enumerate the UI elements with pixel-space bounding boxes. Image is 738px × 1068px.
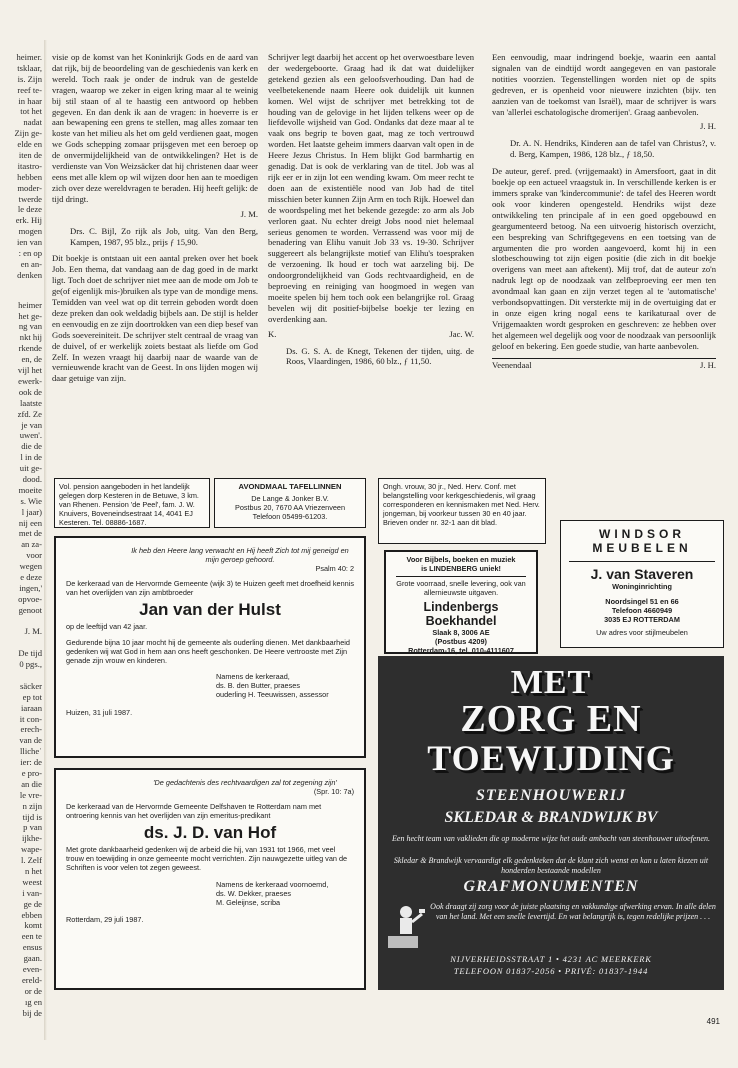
sliver-a-line: reef te- — [17, 84, 42, 95]
left-page-sliver — [0, 52, 42, 1018]
sliver-b-line — [0, 637, 42, 648]
sliver-b-line: je van — [21, 419, 42, 430]
obit2-name: ds. J. D. van Hof — [143, 823, 277, 842]
ad-windsor-meubelen — [560, 520, 724, 648]
sliver-b-line: een te — [21, 931, 42, 942]
col2-paragraph-1: Schrijver legt daarbij het accent op het overwoestbare leven der wedergeboorte. Graag had ik dat wat duidelijker getekend gezien als een geloofsverhouding. Dan had de veelbetekenende naam Heere ook duidelijk uit kunnen komen. Wel wijst de schrijver met betrekking tot de houding van de gelovige in het lijden telkens weer op de liefdevolle wijsheid van God. Ondanks dat deze maar al te vaak ons begrip te boven gaat, mag ze toch vertrouwd worden. Het laatste geheim immers daarvan valt open in de Heere Jezus Christus. In Hem blijkt God barmhartig en genadig. Dat is ook de verklaring van de titel. Job was al rijk eer er in zijn lot een wending kwam. Om meer recht te doen aan de existentiële nood van Job had de titel misschien beter kunnen Zijn Arm en toch Rijk. Hoewel dan de woordspeling met het bekende gezegde: zo arm als Job verloren gaat. Nu echter dreigt Jobs nood niet helemaal serieus genomen te worden. Verrassend was voor mij de benadering van Elihu vanuit Job 33 vs. 19-30. Schrijver suggereert als belangrijkste motief van Elihu's toespraken de verzoening. Ik houd er toch wat aarzeling bij. De ondoorgrondelijkheid van Gods rechtvaardigheid, en de beproeving en reiniging van hoogmoed in wegen van moeite spelen bij hem toch ook een belangrijke rol. Graag bevelen wij dit positief-bijbelse boekje ter lezing en overdenking aan. — [268, 52, 474, 324]
sliver-b-line: it con- — [19, 713, 42, 724]
column-3 — [492, 52, 716, 376]
ad-correspondence-text: Ongh. vrouw, 30 jr., Ned. Herv. Conf. met belangstelling voor kerkgeschiedenis, wil graag corresponderen en kennismaken met Ned. Herv. jongeman, bij voorkeur tussen 30 en 40 jaar. Brieven onder nr. 32-1 aan dit blad. — [383, 482, 540, 527]
sliver-a-line: itastro- — [17, 160, 42, 171]
sliver-b-line: ereld- — [21, 974, 42, 985]
steen-wordmark-3: TOEWIJDING — [427, 738, 675, 778]
windsor-address-3: 3035 EJ ROTTERDAM — [604, 615, 680, 624]
sliver-a-line: elde en — [17, 139, 42, 150]
sliver-b-line: komt — [24, 920, 42, 931]
steen-text-1: Een hecht team van vaklieden die op moderne wijze het oude ambacht van steenhouwer uitoefenen. — [392, 834, 710, 843]
obit1-name: Jan van der Hulst — [139, 600, 281, 619]
obit1-verse-reference: Psalm 40: 2 — [315, 564, 354, 573]
col2-book-review-heading: Ds. G. S. A. de Knegt, Tekenen der tijden, uitg. de Roos, Vlaardingen, 1986, 60 blz., ƒ 11,50. — [286, 345, 474, 367]
sliver-b-line: ijkhe- — [21, 833, 42, 844]
sliver-b-line: l. Zelf — [21, 855, 42, 866]
ad-lindenberg-address-3: Rotterdam-16, tel. 010-4111607 — [408, 646, 514, 655]
sliver-b-line: ensus — [22, 942, 42, 953]
obit2-signature-line-3: M. Geleijnse, scriba — [216, 898, 281, 907]
sliver-b-line: or de — [24, 985, 42, 996]
sliver-b-line: nij een — [18, 517, 42, 528]
sliver-b-line: erech- — [20, 724, 42, 735]
col1-signature-1: J. M. — [240, 208, 258, 219]
sliver-b-line: dood. — [22, 473, 42, 484]
steen-wordmark-1: MET — [510, 664, 592, 701]
ad-tafellinnen — [214, 478, 366, 528]
sliver-b-line: ook de — [18, 386, 42, 397]
ad-lindenberg — [384, 550, 538, 654]
col3-paragraph-1: Een eenvoudig, maar indringend boekje, waarin een aantal signalen van de eindtijd wordt aangegeven en van pastorale notities voorzien. Tegenstellingen worden niet op de spits gedreven, er is openheid voor nieuwere inzichten (bijv. ten aanzien van de toekomst van Israël), maar de schrijver is wars van 'allerlei eschatologische dromerijen'. Graag aanbevolen. — [492, 52, 716, 117]
col3-signature-1: J. H. — [700, 121, 716, 132]
col2-signatures — [268, 329, 474, 340]
sliver-b-line: an die — [21, 778, 42, 789]
sliver-b-line: iaraan — [21, 702, 42, 713]
sliver-a-line: Zijn ge- — [14, 128, 42, 139]
steen-wordmark-2: ZORG EN — [460, 698, 642, 740]
sliver-b-line: ier: de — [20, 757, 42, 768]
sliver-b-line: e deze — [20, 571, 42, 582]
sliver-b-line: bij de — [22, 1007, 42, 1018]
sliver-a-line: iten de — [18, 150, 42, 161]
obit2-verse: 'De gedachtenis des rechtvaardigen zal tot zegening zijn' — [153, 778, 337, 787]
sliver-b-line: De tijd — [18, 648, 42, 659]
steen-heading-2: SKLEDAR & BRANDWIJK BV — [444, 809, 658, 826]
sliver-b-line: tijd is — [22, 811, 42, 822]
sliver-b-line: uit ge- — [19, 463, 42, 474]
obit2-body: Met grote dankbaarheid gedenken wij de arbeid die hij, van 1931 tot 1966, met veel trouw en toewijding in onze gemeente mocht verrichten. Zijn nauwgezette uitleg van de Schriften is voor velen tot zegen geweest. — [66, 845, 348, 872]
obit1-body: Gedurende bijna 10 jaar mocht hij de gemeente als ouderling dienen. Met dankbaarheid gedenken wij wat God in hem aan ons heeft geschonken. De Heere vertrooste met Zijn genade zijn vrouw en kinderen. — [66, 638, 350, 665]
sliver-b-line: uwen'. — [19, 430, 42, 441]
ad-lindenberg-line-3: Grote voorraad, snelle levering, ook van allernieuwste uitgaven. — [396, 576, 526, 597]
sliver-b-line: säcker — [20, 680, 42, 691]
obituary-van-der-hulst — [54, 536, 366, 758]
ad-tafellinnen-title: AVONDMAAL TAFELLINNEN — [238, 482, 342, 491]
sliver-b-line: ng van — [18, 321, 42, 332]
ad-tafellinnen-line-3: Telefoon 05499-61203. — [252, 512, 328, 521]
stonemason-figure-icon — [386, 904, 426, 950]
sliver-b-line: voor — [26, 550, 42, 561]
sliver-a-line: in haar — [18, 95, 42, 106]
sliver-b-line: n zijn — [22, 800, 42, 811]
col3-book-review-heading: Dr. A. N. Hendriks, Kinderen aan de tafel van Christus?, v. d. Berg, Kampen, 1986, 128 blz., ƒ 18,50. — [510, 138, 716, 160]
obit1-verse: Ik heb den Heere lang verwacht en Hij heeft Zich tot mij geneigd en mijn geroep gehoord. — [131, 546, 349, 564]
windsor-name: J. van Staveren — [590, 566, 694, 582]
obit2-signature-line-2: ds. W. Dekker, praeses — [216, 889, 292, 898]
sliver-b-line: an za- — [21, 539, 42, 550]
sliver-a-line: erk. Hij — [15, 215, 42, 226]
col3-signature-initials: J. H. — [700, 359, 716, 370]
sliver-b-line: le vre- — [19, 789, 42, 800]
col1-book-review-heading: Drs. C. Bijl, Zo rijk als Job, uitg. Van den Berg, Kampen, 1987, 95 blz., prijs ƒ 15,90. — [70, 225, 258, 247]
obit1-intro: De kerkeraad van de Hervormde Gemeente (wijk 3) te Huizen geeft met droefheid kennis van het overlijden van zijn ambtbroeder — [66, 579, 354, 597]
sliver-b-line: weest — [22, 876, 42, 887]
ad-pension — [54, 478, 210, 528]
windsor-title-1: WINDSOR — [599, 527, 685, 541]
col2-signature-right: Jac. W. — [449, 328, 474, 339]
steen-heading-1: STEENHOUWERIJ — [476, 787, 626, 804]
sliver-a-line: hebben — [17, 171, 42, 182]
obit2-date: Rotterdam, 29 juli 1987. — [66, 915, 144, 924]
sliver-b-line: ep tot — [22, 691, 42, 702]
ad-tafellinnen-line-2: Postbus 20, 7670 AA Vriezenveen — [234, 503, 346, 512]
ad-lindenberg-line-1: Voor Bijbels, boeken en muziek — [406, 555, 516, 564]
sliver-a-line: mogen — [18, 226, 42, 237]
sliver-b-line: s. Wie — [20, 495, 42, 506]
sliver-a-line: is. Zijn — [17, 73, 42, 84]
obit1-signature-line-3: ouderling H. Teeuwissen, assessor — [216, 690, 329, 699]
sliver-a-line: : en op — [18, 248, 42, 259]
obit1-signature-line-2: ds. B. den Butter, praeses — [216, 681, 300, 690]
column-2 — [268, 52, 474, 373]
ad-correspondence — [378, 478, 546, 544]
sliver-b-line: ingen,' — [19, 582, 42, 593]
sliver-a-line: heimer. — [16, 52, 42, 62]
sliver-b-line: met de — [18, 528, 42, 539]
column-1 — [52, 52, 258, 390]
obit2-verse-reference: (Spr. 10: 7a) — [313, 787, 354, 796]
ad-lindenberg-name-2: Boekhandel — [425, 614, 497, 628]
windsor-title-2: MEUBELEN — [592, 541, 692, 555]
sliver-b-line — [0, 616, 42, 627]
ad-lindenberg-name-1: Lindenbergs — [423, 600, 499, 614]
sliver-a-line: denken — [17, 269, 42, 280]
sliver-a-line: nadat — [23, 117, 42, 128]
sliver-b-line: l jaar) — [21, 506, 42, 517]
col3-paragraph-2: De auteur, geref. pred. (vrijgemaakt) in Amersfoort, gaat in dit boekje op een actueel vraagstuk in. In verschillende kerken is er immers sprake van 'kindercommunie': de tafel des Heeren wordt ook voor kinderen opengesteld. Hendriks wijst deze ontwikkeling ten principale af in een goed opgebouwd en geargumenteerd betoog. Na een uitvoerig historisch overzicht, een bespreking van Schriftgegevens en een toetsing van de argumenten die pro worden aangevoerd, komt hij in een slotbeschouwing tot zijn eigen positie (die zich in dit boekje overigens van meet aan aftekent). Mij trof, dat de auteur zo'n nadruk legt op de noodzaak van zelfbeproeving eer men ten avondmaal kan gaan en zijn verzet tegen al te 'automatische' verbondsopvattingen. Dit versterkte mij in de overtuiging dat er in onze eigen kring nogal eens te karikaturaal over de Vrijgemaakten wordt gesproken en geschreven: ze hebben over het algemeen wel degelijk oog voor de noodzaak van persoonlijk geloof en bekering. Een goede studie, van harte aanbevolen. — [492, 166, 716, 351]
windsor-divider — [569, 561, 715, 562]
sliver-b-line: wegen — [19, 561, 42, 572]
col1-paragraph-2: Dit boekje is ontstaan uit een aantal preken over het boek Job. Een thema, dat vandaag aan de dag goed in de markt ligt. Toch doet de schrijver niet mee aan de mode om Job te ge(of eigenlijk mis-)bruiken als type van de mondige mens. Temidden van veel wat op dit terrein geboden wordt doen deze preken dan ook weldadig bijbels aan. De stijl is helder en eenvoudig en ze zijn doortrokken van een diep besef van Gods soevereiniteit. De schrijver stelt centraal de vraag van de duivel, of er werkelijk zoiets bestaat als liefde om God Zelf. In wezen vraagt hij daarbij naar de waarde van de vernieuwende kracht van de Geest. In ons lijden mogen wij daar getuige van zijn. — [52, 253, 258, 384]
obit1-date: Huizen, 31 juli 1987. — [66, 708, 133, 717]
sliver-b-line: nkt hij — [19, 332, 42, 343]
sliver-a-line: moder- — [17, 182, 42, 193]
sliver-b-line: vijl het — [17, 365, 42, 376]
windsor-address-1: Noordsingel 51 en 66 — [605, 597, 679, 606]
sliver-b-line: opvoe- — [18, 593, 42, 604]
sliver-b-line: ge de — [23, 898, 42, 909]
steen-address-2: TELEFOON 01837-2056 • PRIVÉ: 01837-1944 — [453, 966, 649, 976]
sliver-b-line: ıg en — [25, 996, 42, 1007]
steen-heading-3: GRAFMONUMENTEN — [463, 878, 639, 895]
sliver-b-line — [0, 670, 42, 681]
sliver-a-line: tsklaar, — [17, 62, 42, 73]
sliver-b-line: moeite — [18, 484, 42, 495]
windsor-address-2: Telefoon 4660949 — [611, 606, 673, 615]
sliver-b-line: het ge- — [18, 310, 42, 321]
obit1-signature-line-1: Namens de kerkeraad, — [216, 672, 290, 681]
page-spine — [44, 40, 47, 1040]
col2-signature-left: K. — [268, 328, 277, 339]
sliver-b-line: wape- — [21, 844, 42, 855]
sliver-b-line: laatste — [20, 397, 42, 408]
sliver-b-line: genoot — [18, 604, 42, 615]
windsor-subtitle: Woninginrichting — [612, 582, 672, 591]
obit2-signature — [66, 880, 354, 907]
ad-steenhouwerij — [378, 656, 724, 990]
col1-paragraph-1: visie op de komst van het Koninkrijk Gods en de aard van dat rijk, bij de beoordeling van de geschiedenis van kerk en wereld. Toch raak je onder de indruk van de gestelde vragen, waarop we zeker in eigen kring maar al te weinig bij stil staan of al te haastig een antwoord op hebben gegeven. En dan denk ik aan de vragen: in hoeverre is er aan bewapening een grens te stellen, mag alles zomaar ten koste van het milieu als het om geld verdienen gaat, mogen we Gods schepping zomaar prijsgeven met een beroep op de onvermijdelijkheid van de ontwikkelingen? Het is de verdienste van Von Weizsäcker dat hij christenen daar weer eens met alle klem op wil wijzen door hen aan te moedigen zich over deze wereldvragen te beraden. Hij heeft gelijk: de tijd dringt. — [52, 52, 258, 204]
sliver-b-line: p van — [23, 822, 42, 833]
ad-lindenberg-address-1: Slaak 8, 3006 AE — [432, 628, 490, 637]
steen-text-3: Ook draagt zij zorg voor de juiste plaatsing en vakkundige afwerking ervan. In alle delen van het land. Met een snelle levertijd. En wat belangrijk is, tegen redelijke prijzen . . . — [430, 902, 716, 921]
sliver-a-line: ien van — [16, 237, 42, 248]
ad-lindenberg-line-2: is LINDENBERG uniek! — [421, 564, 501, 573]
sliver-b-line: en, de — [21, 354, 42, 365]
col3-signature-place: Veenendaal — [492, 359, 532, 370]
sliver-b-line: ebben — [21, 909, 42, 920]
steen-text-2: Skledar & Brandwijk vervaardigt elk gedenkteken dat de klant zich wenst en kan u laten kiezen uit honderden bestaande modellen — [393, 856, 709, 875]
sliver-b-line: even- — [22, 964, 42, 975]
sliver-b-line: gaan. — [23, 953, 42, 964]
steen-address-1: NIJVERHEIDSSTRAAT 1 • 4231 AC MEERKERK — [450, 954, 652, 964]
ad-pension-text: Vol. pension aangeboden in het landelijk gelegen dorp Kesteren in de Betuwe, 3 km. van Rhenen. Pension 'de Peel', fam. J. W. Knuivers, Boveneindsestraat 14, 4041 EJ Kesteren. Tel. 08886-1687. — [59, 482, 199, 527]
col3-signatures — [492, 358, 716, 371]
obit2-intro: De kerkeraad van de Hervormde Gemeente Delfshaven te Rotterdam nam met ontroering kennis van het overlijden van zijn emeritus-predikant — [66, 802, 322, 820]
sliver-b-line: heimer — [18, 299, 42, 310]
sliver-a-line: twerde — [18, 193, 42, 204]
sliver-b-line: 0 pgs., — [19, 659, 42, 670]
sliver-b-line: zfd. Ze — [17, 408, 42, 419]
ad-tafellinnen-line-1: De Lange & Jonker B.V. — [251, 494, 329, 503]
sliver-b-line: l in de — [20, 452, 42, 463]
sliver-b-line: rkende — [18, 343, 42, 354]
sliver-b-line: n het — [25, 866, 42, 877]
sliver-b-line: die de — [21, 441, 42, 452]
sliver-b-line: e pro- — [21, 768, 42, 778]
windsor-tagline: Uw adres voor stijlmeubelen — [596, 628, 688, 637]
obituary-van-hof — [54, 768, 366, 990]
sliver-b-line: ewerk- — [18, 375, 42, 386]
sliver-b-line: llicheˈ — [20, 746, 42, 757]
obit1-age: op de leeftijd van 42 jaar. — [66, 622, 148, 631]
sliver-b-line: i van- — [22, 887, 42, 898]
sliver-a-line: en an- — [20, 258, 42, 269]
sliver-a-line: tot het — [20, 106, 42, 117]
obit1-signature — [66, 672, 354, 699]
sliver-a-line: le deze — [17, 204, 42, 215]
sliver-b-line: J. M. — [24, 626, 42, 637]
sliver-b-line: van de — [19, 735, 42, 746]
obit2-signature-line-1: Namens de kerkeraad voornoemd, — [216, 880, 329, 889]
page-number: 491 — [706, 1017, 720, 1026]
sliver-gap — [0, 281, 42, 300]
ad-lindenberg-address-2: (Postbus 4209) — [435, 637, 487, 646]
